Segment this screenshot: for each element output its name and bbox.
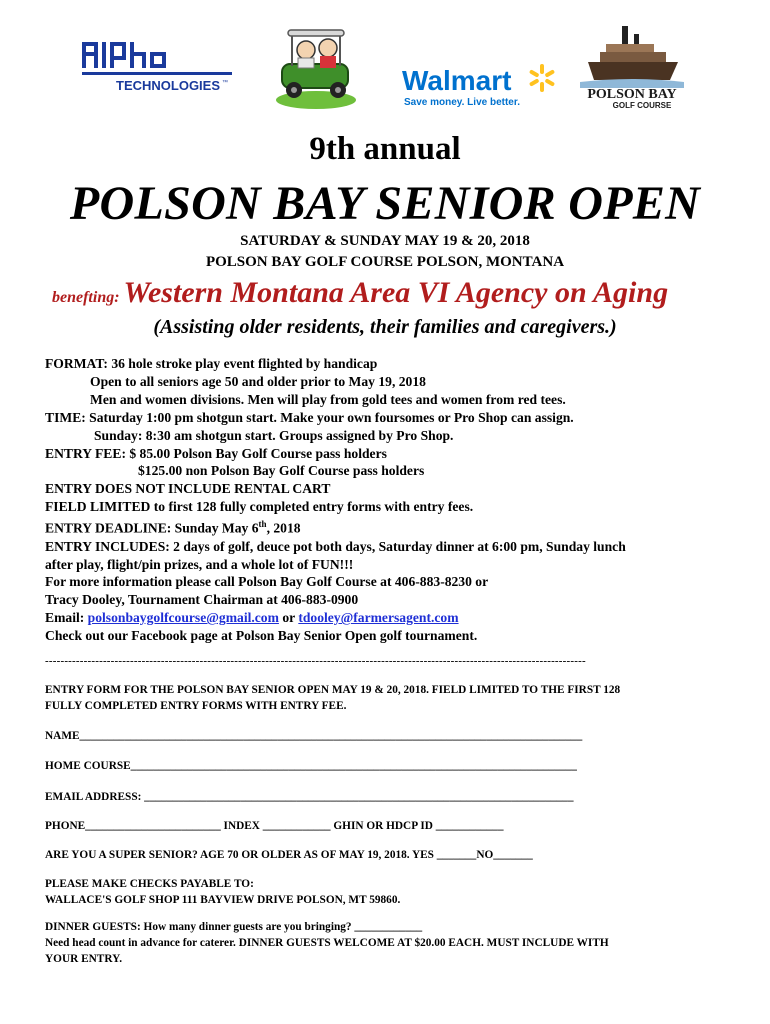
info-line: For more information please call Polson Bay Golf Course at 406-883-8230 or xyxy=(45,574,489,590)
phone-index-ghin-field: PHONE________________________ INDEX ____________ GHIN OR HDCP ID ____________ xyxy=(45,820,504,832)
entry-form-intro xyxy=(45,682,725,714)
checks-payable-label: PLEASE MAKE CHECKS PAYABLE TO: xyxy=(45,878,254,890)
entry-includes-continued: after play, flight/pin prizes, and a whole lot of FUN!!! xyxy=(45,556,354,572)
checks-payable-address: WALLACE'S GOLF SHOP 111 BAYVIEW DRIVE POLSON, MT 59860. xyxy=(45,894,401,906)
dinner-guests-note-end: YOUR ENTRY. xyxy=(45,953,123,965)
rental-cart-note: ENTRY DOES NOT INCLUDE RENTAL CART xyxy=(45,481,331,497)
annual-heading: 9th annual xyxy=(309,131,461,167)
golf-cart-cartoon-image xyxy=(268,20,364,110)
alpha-tm: ™ xyxy=(222,80,228,86)
deadline-text: ENTRY DEADLINE: Sunday May 6 xyxy=(45,520,259,536)
entry-form-intro-line2: FULLY COMPLETED ENTRY FORMS WITH ENTRY FEE. xyxy=(45,700,347,712)
deadline-superscript: th xyxy=(258,519,267,530)
benefit-organization: Western Montana Area VI Agency on Aging xyxy=(123,276,669,309)
entry-form-intro-line1: ENTRY FORM FOR THE POLSON BAY SENIOR OPEN MAY 19 & 20, 2018. FIELD LIMITED TO THE FIRST 128 xyxy=(45,684,621,696)
home-course-field: HOME COURSE_______________________________________________________________________________ xyxy=(45,760,577,772)
walmart-logo xyxy=(400,60,560,110)
name-field: NAME_________________________________________________________________________________________ xyxy=(45,730,583,742)
checks-payable xyxy=(45,876,725,908)
format-eligibility: Open to all seniors age 50 and older prior to May 19, 2018 xyxy=(90,373,426,389)
chairman-line: Tracy Dooley, Tournament Chairman at 406-883-0900 xyxy=(45,592,359,608)
event-title: POLSON BAY SENIOR OPEN xyxy=(69,177,701,230)
dinner-guests xyxy=(45,919,725,967)
time-sunday: Sunday: 8:30 am shotgun start. Groups assigned by Pro Shop. xyxy=(94,427,454,443)
walmart-wordmark: Walmart xyxy=(402,65,512,96)
email-or: or xyxy=(278,610,299,626)
polson-bay-golf-course-logo xyxy=(578,22,686,112)
event-details xyxy=(45,355,735,645)
benefit-description: (Assisting older residents, their families and caregivers.) xyxy=(153,316,617,338)
field-limit-line: FIELD LIMITED to first 128 fully completed entry forms with entry fees. xyxy=(45,499,474,515)
dinner-guests-note: Need head count in advance for caterer. DINNER GUESTS WELCOME AT $20.00 EACH. MUST INCLUDE WITH xyxy=(45,937,609,949)
walmart-tagline: Save money. Live better. xyxy=(404,97,520,108)
chairman-email-link[interactable]: tdooley@farmersagent.com xyxy=(298,610,459,626)
entry-includes-line: ENTRY INCLUDES: 2 days of golf, deuce pot both days, Saturday dinner at 6:00 pm, Sunday lunch xyxy=(45,538,626,554)
sponsor-logos xyxy=(0,0,770,120)
benefit-line xyxy=(52,276,742,310)
time-line: TIME: Saturday 1:00 pm shotgun start. Make your own foursomes or Pro Shop can assign. xyxy=(45,409,574,425)
golf-course-email-link[interactable]: polsonbaygolfcourse@gmail.com xyxy=(87,610,279,626)
format-divisions: Men and women divisions. Men will play from gold tees and women from red tees. xyxy=(90,391,566,407)
format-line: FORMAT: 36 hole stroke play event flighted by handicap xyxy=(45,356,378,371)
cut-line-divider: -------------------------------------------------------------------------------------------------------------------------------------------- xyxy=(45,655,586,667)
deadline-year: , 2018 xyxy=(266,520,301,536)
facebook-line: Check out our Facebook page at Polson Bay Senior Open golf tournament. xyxy=(45,628,478,644)
dinner-guests-question: DINNER GUESTS: How many dinner guests are you bringing? ____________ xyxy=(45,921,423,933)
entry-fee-line: ENTRY FEE: $ 85.00 Polson Bay Golf Course pass holders xyxy=(45,445,387,461)
email-line xyxy=(45,609,735,627)
entry-deadline-line xyxy=(45,516,735,537)
polson-logo-name: POLSON BAY xyxy=(587,87,677,102)
benefit-label: benefting: xyxy=(52,289,120,306)
alpha-subtitle: TECHNOLOGIES xyxy=(116,78,221,93)
event-location: POLSON BAY GOLF COURSE POLSON, MONTANA xyxy=(205,254,565,270)
email-label: Email: xyxy=(45,610,88,626)
super-senior-question: ARE YOU A SUPER SENIOR? AGE 70 OR OLDER AS OF MAY 19, 2018. YES _______NO_______ xyxy=(45,849,533,861)
alpha-technologies-logo xyxy=(80,38,232,96)
email-address-field: EMAIL ADDRESS: ____________________________________________________________________________ xyxy=(45,791,574,803)
event-dates: SATURDAY & SUNDAY MAY 19 & 20, 2018 xyxy=(240,233,530,249)
entry-fee-nonmember: $125.00 non Polson Bay Golf Course pass holders xyxy=(138,463,425,479)
polson-logo-subtitle: GOLF COURSE xyxy=(612,101,672,110)
